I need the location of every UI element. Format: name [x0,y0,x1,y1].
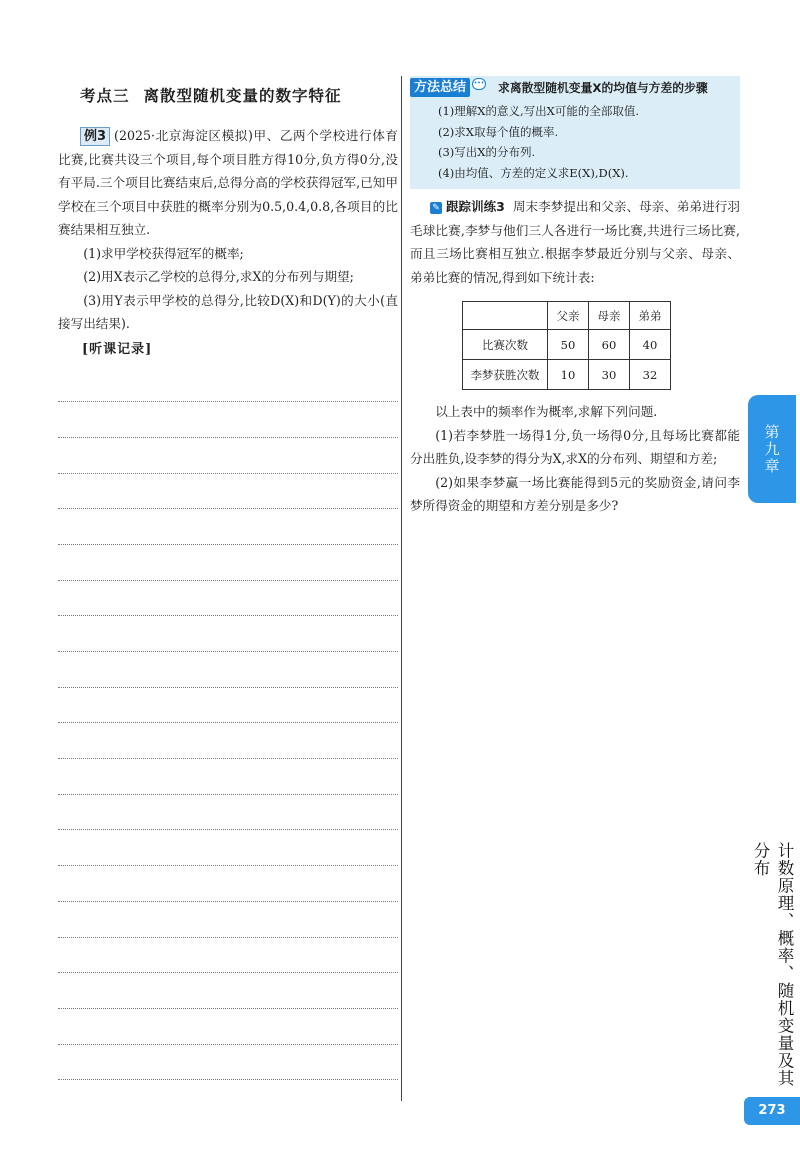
note-line [58,866,398,902]
training-intro: 周末李梦提出和父亲、母亲、弟弟进行羽毛球比赛,李梦与他们三人各进行一场比赛,共进行三场比赛,而且三场比赛相互独立.根据李梦最近分别与父亲、母亲、弟弟比赛的情况,得到如下统计表: [410,199,740,285]
note-lines [58,367,398,1081]
method-title: 求离散型随机变量X的均值与方差的步骤 [498,81,708,95]
note-line [58,938,398,974]
page-number: 273 [744,1097,800,1125]
speech-bubble-icon: ••• [472,78,486,90]
example-question-3: (3)用Y表示甲学校的总得分,比较D(X)和D(Y)的大小(直接写出结果). [58,292,398,331]
method-step: (2)求X取每个值的概率. [438,124,559,139]
table-row [463,330,671,360]
method-summary-box [410,76,740,189]
pen-icon: ✎ [430,202,442,214]
chapter-title-text: 计数原理、概率、随机变量及其分布 [751,842,794,1087]
method-step: (4)由均值、方差的定义求E(X),D(X). [438,165,629,180]
example-paragraph [58,124,398,242]
note-line [58,1009,398,1045]
chapter-tab [748,395,796,503]
method-steps [438,101,734,183]
note-line [58,973,398,1009]
note-line [58,795,398,831]
note-line [58,545,398,581]
training-label: 跟踪训练3 [446,199,505,214]
note-line [58,723,398,759]
example-badge: 例3 [80,127,110,146]
table-header-row [463,302,671,330]
left-column [58,78,398,1080]
section-title [80,84,398,106]
table-header-cell: 弟弟 [630,302,671,330]
note-line [58,652,398,688]
column-divider [401,76,402,1101]
notes-title: [听课记录] [82,341,153,357]
table-header-cell: 母亲 [589,302,630,330]
example-body: (2025·北京海淀区模拟)甲、乙两个学校进行体育比赛,比赛共设三个项目,每个项目胜方得10分,负方得0分,没有平局.三个项目比赛结束后,总得分高的学校获得冠军,已知甲学校在三个项目中获胜的概率分别为0.5,0.4,0.8,各项目的比赛结果相互独立. [58,128,398,237]
method-tag: 方法总结 [410,78,470,97]
note-line [58,759,398,795]
table-cell: 李梦获胜次数 [463,360,548,390]
note-line [58,902,398,938]
note-line [58,438,398,474]
method-step: (1)理解X的意义,写出X可能的全部取值. [438,104,639,118]
table-header-cell [463,302,548,330]
note-line [58,1045,398,1081]
example-question-2: (2)用X表示乙学校的总得分,求X的分布列与期望; [83,269,354,284]
training-paragraph [410,195,740,289]
note-line [58,509,398,545]
note-line [58,688,398,724]
table-row [463,360,671,390]
note-line [58,830,398,866]
section-label: 考点三 [80,87,130,105]
training-after-text: 以上表中的频率作为概率,求解下列问题. [435,404,658,419]
training-question-2: (2)如果李梦赢一场比赛能得到5元的奖励资金,请问李梦所得资金的期望和方差分别是多少? [410,474,740,513]
note-line [58,367,398,403]
training-question-1: (1)若李梦胜一场得1分,负一场得0分,且每场比赛都能分出胜负,设李梦的得分为X,求X的分布列、期望和方差; [410,427,740,466]
table-cell: 40 [630,330,671,360]
table-cell: 50 [548,330,589,360]
table-cell: 10 [548,360,589,390]
method-step: (3)写出X的分布列. [438,145,536,159]
chapter-title-vertical [752,842,792,1092]
section-name: 离散型随机变量的数字特征 [143,87,342,105]
note-line [58,474,398,510]
chapter-tab-label: 第九章 [762,423,781,475]
stats-table [462,301,671,390]
note-line [58,616,398,652]
table-header-cell: 父亲 [548,302,589,330]
example-question-1: (1)求甲学校获得冠军的概率; [83,245,244,261]
table-cell: 32 [630,360,671,390]
table-cell: 30 [589,360,630,390]
table-cell: 60 [589,330,630,360]
note-line [58,402,398,438]
right-column [410,76,740,518]
note-line [58,581,398,617]
method-header [410,78,734,97]
table-cell: 比赛次数 [463,330,548,360]
